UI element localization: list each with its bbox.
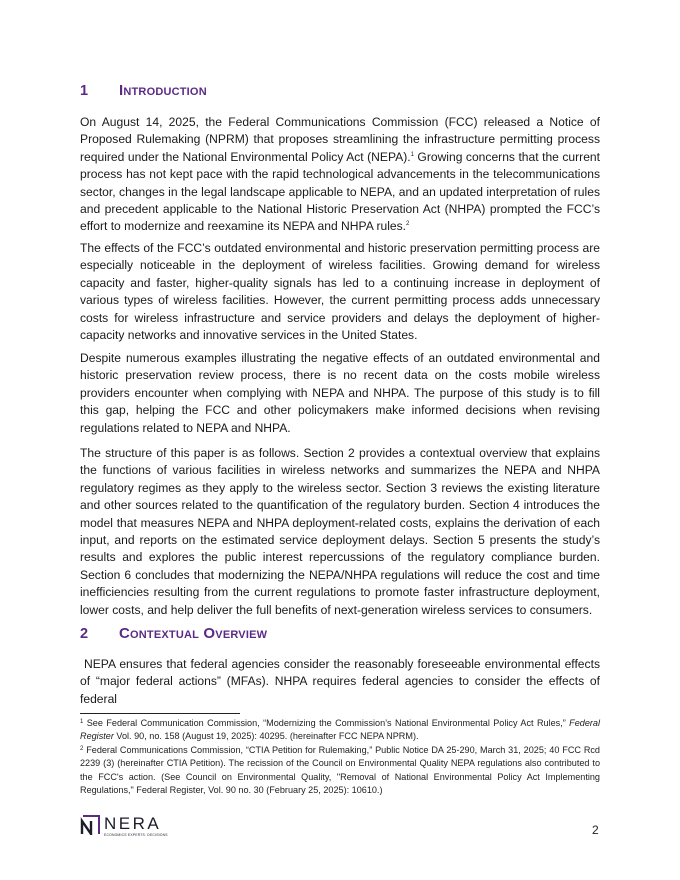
section-title: Introduction <box>119 82 207 99</box>
nera-logo-mark-icon <box>80 815 100 835</box>
footnote-text: Federal Communications Commission, “CTIA Petition for Rulemaking,” Public Notice DA 25-290, March 31, 2025; 40 FCC Rcd 2239 (3) (hereinafter CTIA Petition). The recission of the Council on Environmental Quality NEPA regulations also contributed to the FCC's action. (See Council on Environmental Quality, "Removal of National Environmental Policy Act Implementing Regulations," Federal Register, Vol. 90 no. 30 (February 25, 2025): 10610.) <box>80 744 600 796</box>
footnote-ref-1[interactable]: 1 <box>410 151 414 158</box>
footnote-separator <box>80 713 240 714</box>
section-title: Contextual Overview <box>119 625 268 642</box>
paragraph-overview-1: NEPA ensures that federal agencies consider the reasonably foreseeable environmental effects of “major federal actions” (MFAs). NHPA requires federal agencies to consider the effects of federal <box>80 657 600 706</box>
footnote-text: See Federal Communication Commission, “Modernizing the Commission’s National Environmental Policy Act Rules,” <box>83 718 570 728</box>
logo-tagline: ECONOMICS EXPERTS. DECISIONS <box>104 833 168 837</box>
logo-wordmark: NERA <box>104 814 162 833</box>
footnote-marker: 1 <box>80 719 84 725</box>
section-number: 2 <box>80 626 89 642</box>
section-number: 1 <box>80 83 89 99</box>
paragraph-intro-3: Despite numerous examples illustrating the negative effects of an outdated environmental and historic preservation review process, there is no recent data on the costs mobile wireless providers encounter when complying with NEPA and NHPA. The purpose of this study is to fill this gap, helping the FCC and other policymakers make informed decisions when revising regulations related to NEPA and NHPA. <box>80 351 600 435</box>
footnote-ref-2[interactable]: 2 <box>406 221 410 228</box>
footnote-2 <box>80 744 600 798</box>
footnote-italic: Federal Register <box>80 718 600 742</box>
paragraph-intro-1 <box>80 114 600 236</box>
footnotes <box>80 717 600 797</box>
paragraph-text: Growing concerns that the current process has not kept pace with the rapid technological advancements in the telecommunications sector, changes in the legal landscape applicable to NEPA, and an updated interpretation of rules and precedent applicable to the National Historic Preservation Act (NHPA) prompted the FCC’s effort to modernize and reexamine its NEPA and NHPA rules. <box>80 149 601 234</box>
section-heading-2 <box>80 625 267 642</box>
footnote-text: Vol. 90, no. 158 (August 19, 2025): 40295. (hereinafter FCC NEPA NPRM). <box>113 731 419 742</box>
paragraph-intro-4: The structure of this paper is as follows. Section 2 provides a contextual overview that explains the functions of various facilities in wireless networks and summarizes the NEPA and NHPA regulatory regimes as they apply to the wireless sector. Section 3 reviews the existing literature and other sources related to the quantification of the regulatory burden. Section 4 introduces the model that measures NEPA and NHPA deployment-related costs, explains the derivation of each input, and reports on the estimated service deployment delays. Section 5 presents the study’s results and explores the public interest repercussions of the regulatory compliance burden. Section 6 concludes that modernizing the NEPA/NHPA regulations will reduce the cost and time inefficiencies resulting from the current regulations to promote faster infrastructure deployment, lower costs, and help deliver the full benefits of next-generation wireless services to consumers. <box>80 446 600 617</box>
page-number: 2 <box>592 823 599 837</box>
footnote-marker: 2 <box>80 745 84 752</box>
paragraph-intro-2: The effects of the FCC’s outdated environmental and historic preservation permitting process are especially noticeable in the deployment of wireless facilities. Growing demand for wireless capacity and faster, higher-quality signals has led to a continuing increase in deployment of various types of wireless facilities. However, the current permitting process adds unnecessary costs for wireless infrastructure and service providers and delays the deployment of higher-capacity networks and innovative services in the United States. <box>80 241 600 343</box>
section-heading-1 <box>80 82 207 99</box>
footnote-1 <box>80 717 600 744</box>
paragraph-text: On August 14, 2025, the Federal Communications Commission (FCC) released a Notice of Proposed Rulemaking (NPRM) that proposes streamlining the infrastructure permitting process required under the National Environmental Policy Act (NEPA). <box>80 115 600 164</box>
nera-logo <box>80 815 168 837</box>
